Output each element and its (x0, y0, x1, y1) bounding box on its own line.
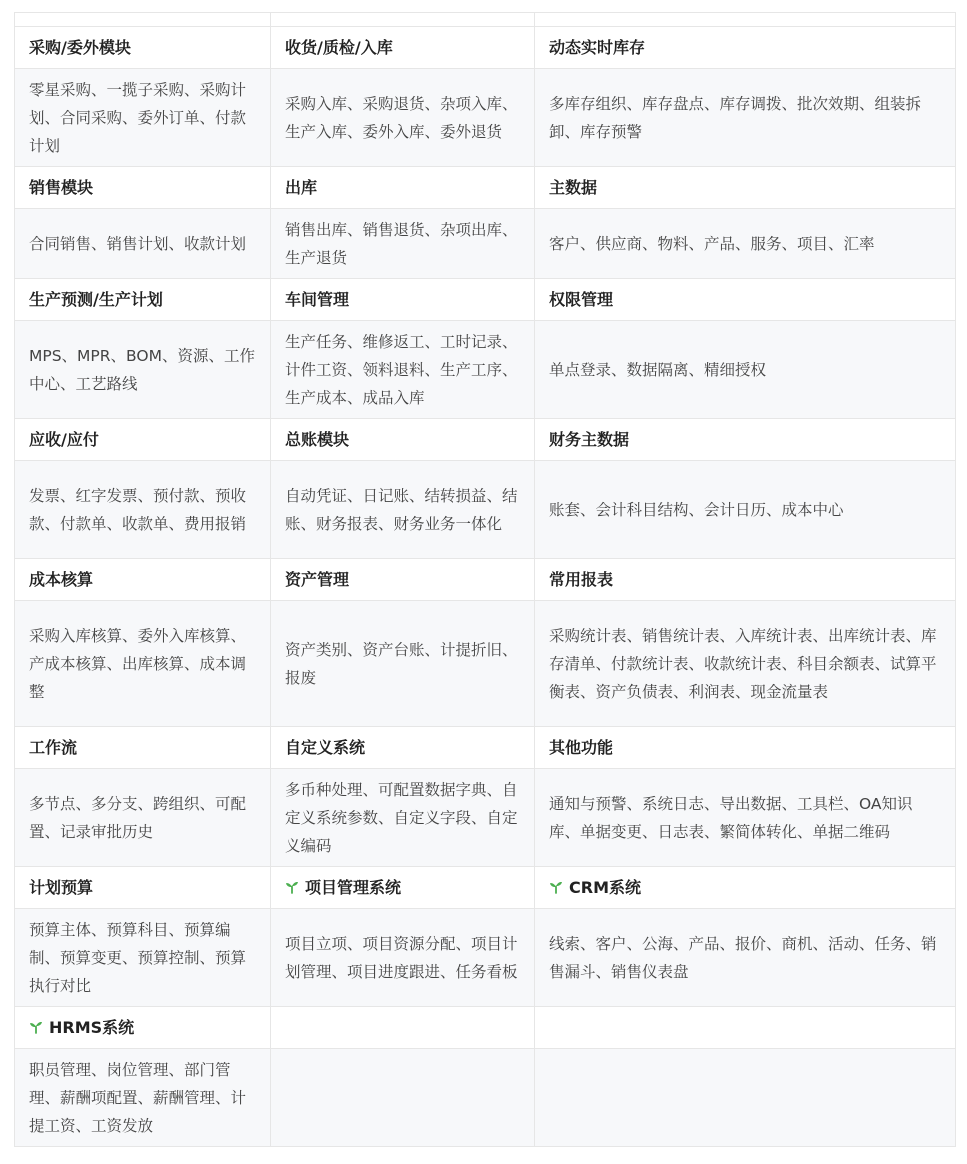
module-description-row (15, 209, 956, 279)
module-title-cell (535, 1007, 956, 1049)
module-description: 通知与预警、系统日志、导出数据、工具栏、OA知识库、单据变更、日志表、繁简体转化、单据二维码 (549, 794, 913, 841)
module-description: 线索、客户、公海、产品、报价、商机、活动、任务、销售漏斗、销售仪表盘 (549, 934, 937, 981)
module-description-cell (535, 1049, 956, 1147)
module-title: CRM系统 (569, 877, 641, 897)
module-description: 销售出库、销售退货、杂项出库、生产退货 (285, 220, 518, 267)
module-title-cell (535, 167, 956, 209)
module-description: 采购入库、采购退货、杂项入库、生产入库、委外入库、委外退货 (285, 94, 518, 141)
module-title-cell (535, 559, 956, 601)
module-title: 财务主数据 (549, 429, 630, 449)
module-title: 资产管理 (285, 569, 350, 589)
sprout-icon (285, 880, 299, 894)
module-description-cell (15, 209, 271, 279)
module-description-cell (535, 209, 956, 279)
module-description: 合同销售、销售计划、收款计划 (29, 234, 247, 253)
sprout-icon (549, 880, 563, 894)
module-title: 销售模块 (29, 177, 94, 197)
module-title-cell (271, 727, 535, 769)
module-description: 职员管理、岗位管理、部门管理、薪酬项配置、薪酬管理、计提工资、工资发放 (29, 1060, 247, 1135)
module-description-cell (535, 769, 956, 867)
module-description-cell (535, 69, 956, 167)
module-description: 多库存组织、库存盘点、库存调拨、批次效期、组装拆卸、库存预警 (549, 94, 922, 141)
module-title: 出库 (285, 177, 318, 197)
module-title-cell (15, 279, 271, 321)
module-title-cell (535, 419, 956, 461)
module-title-row (15, 1007, 956, 1049)
module-description-cell (271, 601, 535, 727)
module-description-cell (271, 69, 535, 167)
module-title: 自定义系统 (285, 737, 366, 757)
module-description: 生产任务、维修返工、工时记录、计件工资、领料退料、生产工序、生产成本、成品入库 (285, 332, 518, 407)
module-description-cell (15, 909, 271, 1007)
module-description-cell (15, 601, 271, 727)
module-title-cell (15, 419, 271, 461)
module-title-cell (271, 167, 535, 209)
module-title: 权限管理 (549, 289, 614, 309)
module-title-cell (15, 167, 271, 209)
module-title: 成本核算 (29, 569, 94, 589)
module-title: 采购/委外模块 (29, 37, 131, 57)
module-title: 车间管理 (285, 289, 350, 309)
module-description: 项目立项、项目资源分配、项目计划管理、项目进度跟进、任务看板 (285, 934, 518, 981)
module-description: 零星采购、一揽子采购、采购计划、合同采购、委外订单、付款计划 (29, 80, 247, 155)
module-description: 自动凭证、日记账、结转损益、结账、财务报表、财务业务一体化 (285, 486, 518, 533)
module-title: 项目管理系统 (305, 877, 402, 897)
module-title: 计划预算 (29, 877, 94, 897)
module-description-cell (271, 769, 535, 867)
module-description-cell (271, 909, 535, 1007)
module-description-cell (271, 209, 535, 279)
module-description-row (15, 69, 956, 167)
module-description-row (15, 1049, 956, 1147)
module-title-cell (271, 419, 535, 461)
feature-table-body (15, 13, 956, 1147)
module-title-cell (271, 867, 535, 909)
module-description-cell (15, 69, 271, 167)
module-title-row (15, 867, 956, 909)
module-description-cell (535, 321, 956, 419)
feature-table (14, 12, 956, 1147)
module-title-row (15, 167, 956, 209)
module-title-cell (15, 727, 271, 769)
module-title-cell (535, 867, 956, 909)
feature-table-wrapper (14, 12, 955, 1147)
module-title: 主数据 (549, 177, 598, 197)
module-description: 采购入库核算、委外入库核算、产成本核算、出库核算、成本调整 (29, 626, 247, 701)
module-description: 采购统计表、销售统计表、入库统计表、出库统计表、库存清单、付款统计表、收款统计表、科目余额表、试算平衡表、资产负债表、利润表、现金流量表 (549, 626, 937, 701)
module-description-row (15, 909, 956, 1007)
module-title-cell (535, 27, 956, 69)
module-title: 生产预测/生产计划 (29, 289, 163, 309)
module-description-cell (271, 461, 535, 559)
module-description-cell (535, 601, 956, 727)
module-description: 资产类别、资产台账、计提折旧、报废 (285, 640, 518, 687)
module-description: 单点登录、数据隔离、精细授权 (549, 360, 767, 379)
module-description-cell (535, 461, 956, 559)
module-description-cell (15, 769, 271, 867)
module-title-cell (271, 27, 535, 69)
module-title: 动态实时库存 (549, 37, 646, 57)
module-description-row (15, 321, 956, 419)
module-description: MPS、MPR、BOM、资源、工作中心、工艺路线 (29, 346, 255, 393)
module-description-row (15, 601, 956, 727)
module-title-cell (15, 559, 271, 601)
module-description: 预算主体、预算科目、预算编制、预算变更、预算控制、预算执行对比 (29, 920, 247, 995)
module-title-cell (535, 279, 956, 321)
spacer-cell (15, 13, 271, 27)
module-title-cell (271, 279, 535, 321)
module-description-cell (15, 321, 271, 419)
module-title-cell (15, 867, 271, 909)
module-title: HRMS系统 (49, 1017, 135, 1037)
module-title: 总账模块 (285, 429, 350, 449)
module-title: 收货/质检/入库 (285, 37, 393, 57)
module-description-row (15, 769, 956, 867)
module-title-cell (535, 727, 956, 769)
module-title-row (15, 559, 956, 601)
module-description: 客户、供应商、物料、产品、服务、项目、汇率 (549, 234, 875, 253)
module-description-cell (15, 461, 271, 559)
module-title-row (15, 279, 956, 321)
module-description-cell (271, 321, 535, 419)
module-title-cell (15, 1007, 271, 1049)
module-title-row (15, 419, 956, 461)
module-title: 工作流 (29, 737, 78, 757)
spacer-cell (271, 13, 535, 27)
module-title: 其他功能 (549, 737, 614, 757)
module-title-cell (271, 1007, 535, 1049)
module-description-row (15, 461, 956, 559)
spacer-cell (535, 13, 956, 27)
module-description: 多币种处理、可配置数据字典、自定义系统参数、自定义字段、自定义编码 (285, 780, 518, 855)
module-title: 常用报表 (549, 569, 614, 589)
module-description-cell (15, 1049, 271, 1147)
table-top-spacer-row (15, 13, 956, 27)
module-title-row (15, 727, 956, 769)
module-title-row (15, 27, 956, 69)
module-description-cell (271, 1049, 535, 1147)
module-description: 发票、红字发票、预付款、预收款、付款单、收款单、费用报销 (29, 486, 247, 533)
module-description-cell (535, 909, 956, 1007)
module-title: 应收/应付 (29, 429, 99, 449)
module-title-cell (15, 27, 271, 69)
module-description: 账套、会计科目结构、会计日历、成本中心 (549, 500, 844, 519)
module-title-cell (271, 559, 535, 601)
sprout-icon (29, 1020, 43, 1034)
module-description: 多节点、多分支、跨组织、可配置、记录审批历史 (29, 794, 247, 841)
